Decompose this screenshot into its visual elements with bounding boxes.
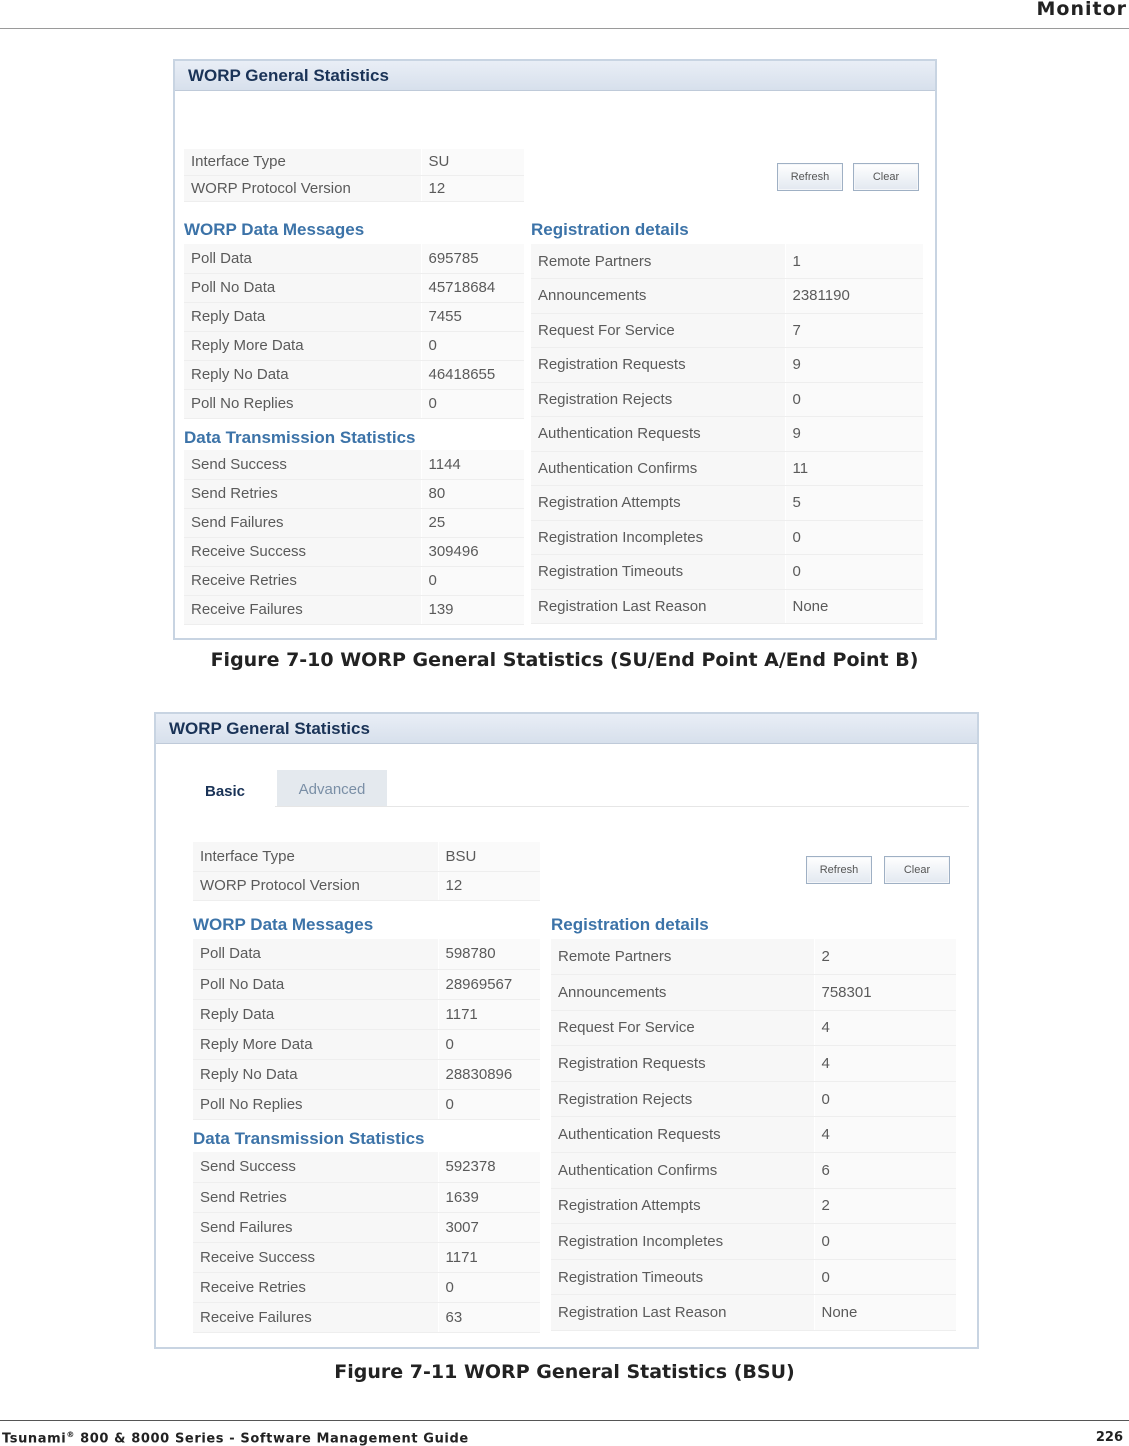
stat-label: Interface Type	[193, 842, 438, 871]
page-number: 226	[1095, 1430, 1123, 1445]
stat-value: SU	[421, 149, 524, 175]
table-row	[551, 1081, 956, 1117]
table-row	[193, 969, 540, 999]
table-row	[184, 273, 524, 302]
stat-label: Reply No Data	[193, 1059, 438, 1089]
stat-value: 592378	[438, 1152, 540, 1182]
stat-value: 1171	[438, 1242, 540, 1272]
stat-value: None	[814, 1295, 956, 1331]
table-row	[184, 595, 524, 624]
clear-button[interactable]: Clear	[853, 163, 919, 191]
stat-label: Receive Failures	[193, 1302, 438, 1332]
stat-value: 2381190	[785, 279, 923, 314]
worp-stats-panel-su	[173, 59, 937, 640]
table-row	[184, 175, 524, 201]
registration-details-title: Registration details	[531, 220, 689, 239]
stat-label: Send Success	[193, 1152, 438, 1182]
stat-label: Receive Success	[184, 537, 421, 566]
stat-label: Send Retries	[193, 1182, 438, 1212]
stat-value: 5	[785, 486, 923, 521]
section-title: Monitor	[1036, 0, 1127, 20]
table-row	[184, 149, 524, 175]
tab-advanced[interactable]: Advanced	[277, 770, 387, 806]
table-row	[531, 417, 923, 452]
table-row	[193, 1302, 540, 1332]
stat-label: Registration Incompletes	[531, 520, 785, 555]
stat-label: Poll No Data	[184, 273, 421, 302]
panel-title: WORP General Statistics	[156, 714, 977, 744]
refresh-button[interactable]: Refresh	[806, 856, 872, 884]
stat-value: 0	[814, 1081, 956, 1117]
table-row	[551, 1224, 956, 1260]
stat-value: 598780	[438, 939, 540, 969]
table-row	[551, 975, 956, 1011]
stat-value: 0	[814, 1224, 956, 1260]
stat-value: 0	[785, 555, 923, 590]
worp-data-messages-title: WORP Data Messages	[184, 220, 365, 239]
registration-details-title: Registration details	[551, 915, 709, 934]
table-row	[193, 1182, 540, 1212]
stat-label: Request For Service	[551, 1010, 814, 1046]
stat-label: Authentication Requests	[531, 417, 785, 452]
table-row	[193, 1242, 540, 1272]
table-row	[551, 1295, 956, 1331]
stat-label: Registration Rejects	[551, 1081, 814, 1117]
stat-label: Authentication Confirms	[551, 1153, 814, 1189]
stat-label: Interface Type	[184, 149, 421, 175]
stat-label: Reply No Data	[184, 360, 421, 389]
stat-label: Send Success	[184, 450, 421, 479]
stat-value: 28969567	[438, 969, 540, 999]
stat-label: Poll Data	[193, 939, 438, 969]
stat-label: Registration Last Reason	[531, 589, 785, 624]
stat-value: 11	[785, 451, 923, 486]
table-row	[184, 537, 524, 566]
stat-value: 3007	[438, 1212, 540, 1242]
table-row	[193, 1272, 540, 1302]
table-row	[184, 302, 524, 331]
refresh-button[interactable]: Refresh	[777, 163, 843, 191]
stat-label: Receive Failures	[184, 595, 421, 624]
stat-value: 9	[785, 417, 923, 452]
stat-label: Registration Requests	[551, 1046, 814, 1082]
registration-details-table	[531, 244, 923, 624]
figure-caption: Figure 7-11 WORP General Statistics (BSU)	[334, 1361, 795, 1383]
interface-info-table	[193, 842, 540, 901]
table-row	[531, 382, 923, 417]
tab-basic[interactable]: Basic	[175, 770, 275, 807]
stat-value: 1144	[421, 450, 524, 479]
table-row	[184, 331, 524, 360]
clear-button[interactable]: Clear	[884, 856, 950, 884]
stat-label: Registration Attempts	[551, 1188, 814, 1224]
stat-value: 0	[785, 382, 923, 417]
data-transmission-table	[193, 1152, 540, 1333]
table-row	[193, 1059, 540, 1089]
stat-value: 1	[785, 244, 923, 279]
stat-value: 4	[814, 1117, 956, 1153]
table-row	[551, 1259, 956, 1295]
stat-value: 46418655	[421, 360, 524, 389]
tab-bar-divider	[175, 806, 969, 807]
table-row	[193, 1152, 540, 1182]
page-header	[0, 0, 1129, 29]
stat-value: 695785	[421, 244, 524, 273]
table-row	[531, 589, 923, 624]
page-footer	[0, 1420, 1129, 1446]
stat-value: None	[785, 589, 923, 624]
stat-label: Poll No Replies	[184, 389, 421, 418]
table-row	[551, 1117, 956, 1153]
table-row	[184, 389, 524, 418]
stat-value: 6	[814, 1153, 956, 1189]
table-row	[184, 360, 524, 389]
table-row	[184, 566, 524, 595]
stat-label: Poll Data	[184, 244, 421, 273]
data-transmission-table	[184, 450, 524, 625]
stat-value: 1639	[438, 1182, 540, 1212]
stat-label: Registration Attempts	[531, 486, 785, 521]
stat-value: 0	[421, 566, 524, 595]
stat-value: 0	[438, 1029, 540, 1059]
stat-value: 28830896	[438, 1059, 540, 1089]
stat-label: Reply More Data	[184, 331, 421, 360]
table-row	[551, 1046, 956, 1082]
table-row	[551, 939, 956, 975]
data-transmission-title: Data Transmission Statistics	[184, 428, 416, 447]
stat-label: Registration Incompletes	[551, 1224, 814, 1260]
table-row	[531, 520, 923, 555]
stat-value: 139	[421, 595, 524, 624]
stat-value: 0	[438, 1272, 540, 1302]
figure-caption: Figure 7-10 WORP General Statistics (SU/End Point A/End Point B)	[210, 649, 919, 671]
stat-label: Announcements	[551, 975, 814, 1011]
stat-value: 7	[785, 313, 923, 348]
stat-label: Send Failures	[184, 508, 421, 537]
stat-label: Registration Timeouts	[531, 555, 785, 590]
data-transmission-title: Data Transmission Statistics	[193, 1129, 425, 1148]
table-row	[531, 451, 923, 486]
stat-label: WORP Protocol Version	[184, 175, 421, 201]
stat-label: Receive Success	[193, 1242, 438, 1272]
table-row	[531, 313, 923, 348]
table-row	[531, 486, 923, 521]
stat-value: 12	[438, 871, 540, 900]
stat-label: Registration Last Reason	[551, 1295, 814, 1331]
table-row	[551, 1188, 956, 1224]
stat-value: 0	[785, 520, 923, 555]
stat-value: 2	[814, 1188, 956, 1224]
worp-data-messages-title: WORP Data Messages	[193, 915, 374, 934]
stat-label: Receive Retries	[184, 566, 421, 595]
stat-label: Reply More Data	[193, 1029, 438, 1059]
stat-value: 758301	[814, 975, 956, 1011]
table-row	[531, 279, 923, 314]
stat-value: 25	[421, 508, 524, 537]
stat-label: Send Retries	[184, 479, 421, 508]
stat-label: Announcements	[531, 279, 785, 314]
stat-label: Registration Timeouts	[551, 1259, 814, 1295]
stat-value: 12	[421, 175, 524, 201]
stat-label: Reply Data	[184, 302, 421, 331]
table-row	[193, 999, 540, 1029]
stat-value: BSU	[438, 842, 540, 871]
stat-label: Poll No Replies	[193, 1089, 438, 1119]
stat-value: 2	[814, 939, 956, 975]
stat-value: 80	[421, 479, 524, 508]
table-row	[184, 244, 524, 273]
stat-label: Remote Partners	[551, 939, 814, 975]
worp-stats-panel-bsu	[154, 712, 979, 1349]
stat-label: Registration Requests	[531, 348, 785, 383]
table-row	[531, 348, 923, 383]
stat-value: 63	[438, 1302, 540, 1332]
table-row	[531, 244, 923, 279]
registration-details-table	[551, 939, 956, 1331]
stat-value: 4	[814, 1010, 956, 1046]
stat-label: Receive Retries	[193, 1272, 438, 1302]
panel-title: WORP General Statistics	[175, 61, 935, 91]
worp-data-messages-table	[184, 244, 524, 419]
table-row	[551, 1010, 956, 1046]
stat-label: Authentication Requests	[551, 1117, 814, 1153]
table-row	[193, 871, 540, 900]
stat-value: 0	[421, 389, 524, 418]
table-row	[531, 555, 923, 590]
stat-value: 9	[785, 348, 923, 383]
table-row	[193, 1029, 540, 1059]
table-row	[193, 1089, 540, 1119]
table-row	[551, 1153, 956, 1189]
stat-label: Request For Service	[531, 313, 785, 348]
stat-label: Reply Data	[193, 999, 438, 1029]
stat-value: 0	[438, 1089, 540, 1119]
table-row	[193, 1212, 540, 1242]
table-row	[193, 842, 540, 871]
worp-data-messages-table	[193, 939, 540, 1120]
stat-label: WORP Protocol Version	[193, 871, 438, 900]
stat-value: 45718684	[421, 273, 524, 302]
stat-value: 7455	[421, 302, 524, 331]
stat-value: 4	[814, 1046, 956, 1082]
stat-value: 309496	[421, 537, 524, 566]
stat-label: Poll No Data	[193, 969, 438, 999]
table-row	[184, 508, 524, 537]
guide-title: Tsunami® 800 & 8000 Series - Software Management Guide	[2, 1430, 469, 1446]
table-row	[184, 450, 524, 479]
table-row	[184, 479, 524, 508]
stat-value: 0	[421, 331, 524, 360]
stat-label: Send Failures	[193, 1212, 438, 1242]
stat-value: 1171	[438, 999, 540, 1029]
stat-label: Remote Partners	[531, 244, 785, 279]
stat-label: Authentication Confirms	[531, 451, 785, 486]
table-row	[193, 939, 540, 969]
interface-info-table	[184, 149, 524, 202]
stat-label: Registration Rejects	[531, 382, 785, 417]
stat-value: 0	[814, 1259, 956, 1295]
